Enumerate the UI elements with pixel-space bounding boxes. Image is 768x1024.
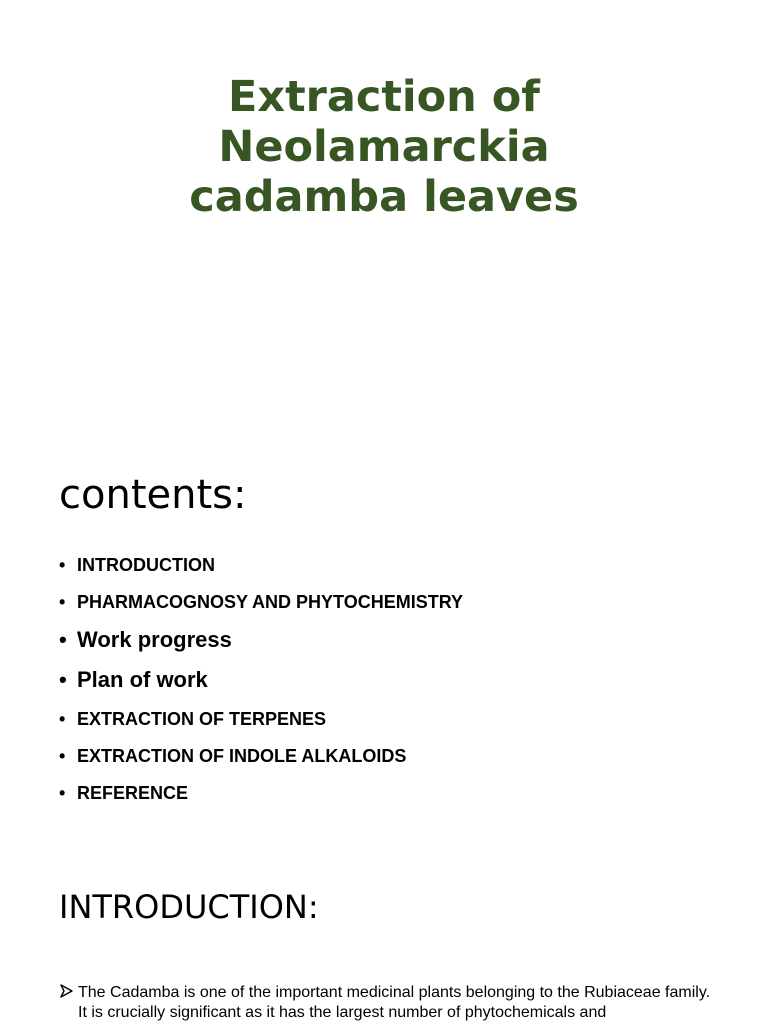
contents-item xyxy=(59,740,463,777)
contents-item xyxy=(59,663,463,703)
contents-item xyxy=(59,623,463,663)
contents-item-label: REFERENCE xyxy=(77,783,189,803)
bullet-icon: • xyxy=(59,555,66,575)
bullet-icon: • xyxy=(59,746,66,766)
contents-item-label: EXTRACTION OF TERPENES xyxy=(77,709,327,729)
title-line: cadamba leaves xyxy=(189,172,579,222)
document-title xyxy=(0,72,768,222)
contents-item xyxy=(59,703,463,740)
title-line: Extraction of xyxy=(227,72,541,122)
contents-item-label: Plan of work xyxy=(77,667,208,692)
bullet-icon: • xyxy=(59,592,66,612)
arrowhead-bullet-icon xyxy=(59,983,75,999)
introduction-paragraph xyxy=(59,983,719,1023)
bullet-icon: • xyxy=(59,667,67,692)
introduction-heading: INTRODUCTION: xyxy=(59,888,319,926)
title-line: Neolamarckia xyxy=(218,122,550,172)
bullet-icon: • xyxy=(59,627,67,652)
bullet-icon: • xyxy=(59,709,66,729)
contents-item xyxy=(59,777,463,814)
bullet-icon: • xyxy=(59,783,66,803)
contents-item-label: PHARMACOGNOSY AND PHYTOCHEMISTRY xyxy=(77,592,464,612)
contents-item-label: INTRODUCTION xyxy=(77,555,215,575)
contents-heading: contents: xyxy=(59,472,247,518)
contents-item-label: EXTRACTION OF INDOLE ALKALOIDS xyxy=(77,746,407,766)
contents-item xyxy=(59,586,463,623)
introduction-text: The Cadamba is one of the important medicinal plants belonging to the Rubiaceae family. It is crucially significant as it has the largest number of phytochemicals and xyxy=(78,984,711,1021)
contents-item xyxy=(59,549,463,586)
contents-item-label: Work progress xyxy=(77,627,232,652)
contents-list xyxy=(59,549,463,814)
